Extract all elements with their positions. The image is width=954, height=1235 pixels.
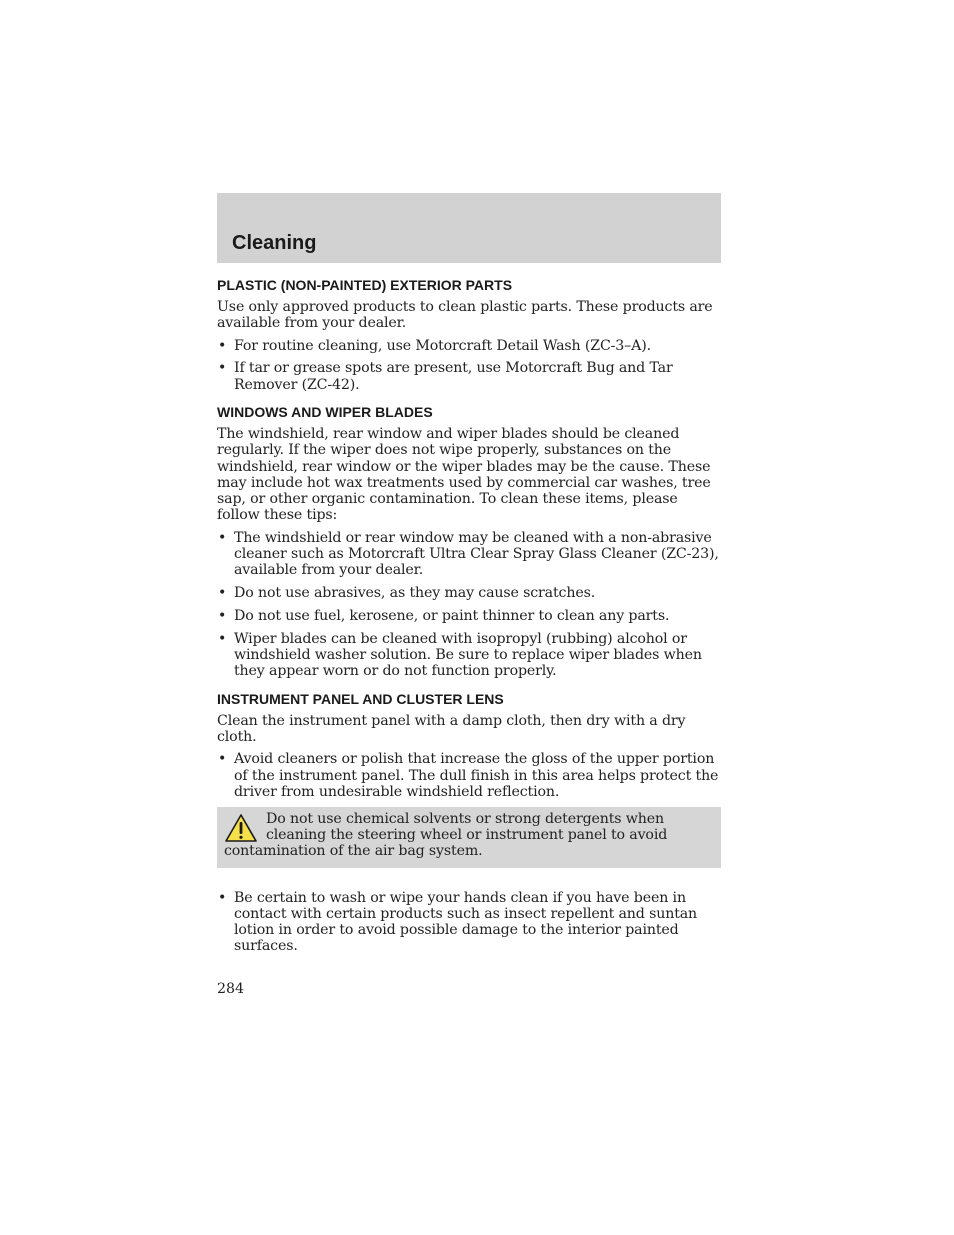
section-paragraph: Clean the instrument panel with a damp cloth, then dry with a dry cloth. bbox=[217, 712, 686, 745]
list-item bbox=[217, 751, 723, 800]
bullet-list bbox=[217, 530, 723, 680]
list-item bbox=[217, 608, 723, 624]
list-item-text: Be certain to wash or wipe your hands clean if you have been in contact with certain products such as insect repellent and suntan lotion in order to avoid possible damage to the interior painted surfaces. bbox=[234, 889, 698, 955]
section-windows-wiper-blades bbox=[217, 404, 723, 680]
bullet-list bbox=[217, 890, 723, 955]
page-content bbox=[217, 277, 723, 966]
section-heading: PLASTIC (NON-PAINTED) EXTERIOR PARTS bbox=[217, 277, 513, 293]
list-item-text: Avoid cleaners or polish that increase the gloss of the upper portion of the instrument panel. The dull finish in this area helps protect the driver from undesirable windshield reflection. bbox=[234, 751, 719, 800]
list-item-text: Do not use abrasives, as they may cause scratches. bbox=[234, 585, 596, 602]
list-item-text: The windshield or rear window may be cleaned with a non-abrasive cleaner such as Motorcraft Ultra Clear Spray Glass Cleaner (ZC-23), available from your dealer. bbox=[234, 529, 719, 579]
list-item bbox=[217, 338, 723, 354]
bullet-icon: • bbox=[218, 337, 227, 354]
list-item bbox=[217, 530, 723, 579]
section-instrument-panel bbox=[217, 691, 723, 955]
section-heading: INSTRUMENT PANEL AND CLUSTER LENS bbox=[217, 690, 504, 707]
warning-text: Do not use chemical solvents or strong detergents when cleaning the steering wheel or instrument panel to avoid contamination of the air bag system. bbox=[224, 810, 668, 860]
list-item bbox=[217, 360, 723, 393]
warning-box bbox=[217, 807, 721, 868]
bullet-icon: • bbox=[218, 630, 227, 647]
header-band bbox=[217, 193, 721, 263]
bullet-list bbox=[217, 751, 723, 800]
page-number: 284 bbox=[217, 981, 245, 997]
section-paragraph: Use only approved products to clean plastic parts. These products are available from your dealer. bbox=[217, 299, 713, 332]
bullet-icon: • bbox=[218, 360, 227, 377]
bullet-icon: • bbox=[218, 585, 227, 602]
list-item-text: If tar or grease spots are present, use Motorcraft Bug and Tar Remover (ZC-42). bbox=[234, 360, 673, 393]
bullet-icon: • bbox=[218, 529, 227, 546]
section-paragraph: The windshield, rear window and wiper blades should be cleaned regularly. If the wiper does not wipe properly, substances on the windshield, rear window or the wiper blades may be the cause. These may include hot wax treatments used by commercial car washes, tree sap, or other organic contamination. To clean these items, please follow these tips: bbox=[217, 425, 711, 524]
bullet-list bbox=[217, 338, 723, 393]
list-item-text: Do not use fuel, kerosene, or paint thinner to clean any parts. bbox=[234, 607, 670, 624]
section-heading: WINDOWS AND WIPER BLADES bbox=[217, 403, 433, 420]
warning-triangle-icon bbox=[224, 813, 258, 843]
bullet-icon: • bbox=[218, 889, 227, 906]
page-title: Cleaning bbox=[232, 232, 317, 254]
list-item-text: Wiper blades can be cleaned with isopropyl (rubbing) alcohol or windshield washer solution. Be sure to replace wiper blades when they appear worn or do not function properly. bbox=[234, 630, 702, 680]
bullet-icon: • bbox=[218, 751, 227, 768]
section-plastic-exterior-parts bbox=[217, 277, 723, 393]
list-item bbox=[217, 631, 723, 680]
bullet-icon: • bbox=[218, 607, 227, 624]
list-item bbox=[217, 585, 723, 601]
list-item-text: For routine cleaning, use Motorcraft Detail Wash (ZC-3–A). bbox=[234, 337, 651, 354]
list-item bbox=[217, 890, 723, 955]
